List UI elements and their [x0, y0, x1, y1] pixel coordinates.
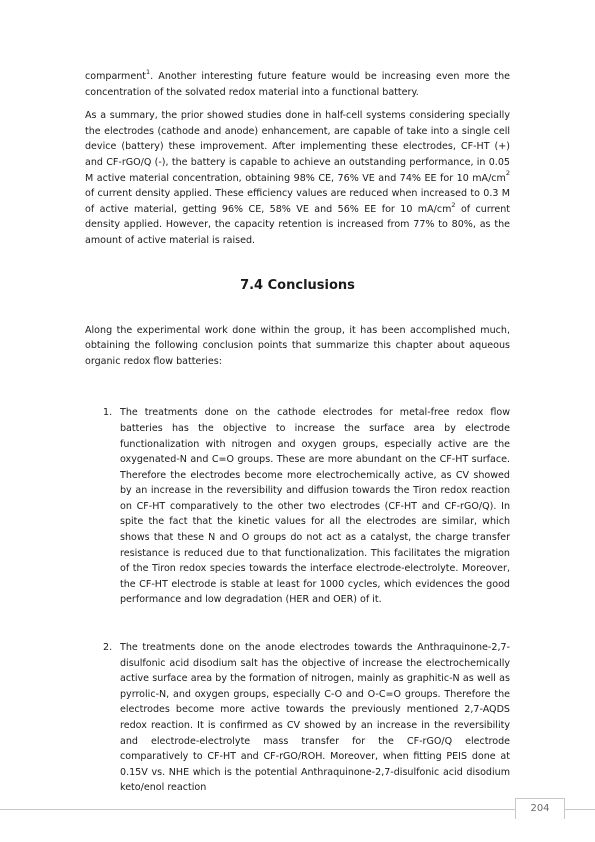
- units-superscript: 2: [505, 169, 510, 178]
- conclusion-point: [85, 405, 510, 608]
- footnote-reference[interactable]: 1: [146, 67, 151, 76]
- conclusion-point: [85, 640, 510, 796]
- point-number: 1.: [103, 407, 113, 419]
- footer-divider: [0, 809, 595, 810]
- page-number: 204: [515, 798, 565, 819]
- point-text: The treatments done on the cathode electrodes for metal-free redox flow batteries has the objective to increase the surface area by electrode functionalization with nitrogen and oxygen groups, especially active are the oxygenated-N and C=O groups. These are more abundant on the CF-HT surface. Therefore the electrodes become more electrochemically active, as CV showed by an increase in the reversibility and diffusion towards the Tiron redox reaction on CF-HT comparatively to the other two electrodes (CF-HT and CF-rGO/Q). In spite the fact that the kinetic values for all the electrodes are similar, which shows that these N and O groups do not act as a catalyst, the charge transfer resistance is reduced due to that functionalization. This facilitates the migration of the Tiron redox species towards the interface electrode-electrolyte. Moreover, the CF-HT electrode is stable at least for 1000 cycles, which evidences the good performance and low degradation (HER and OER) of it.: [120, 407, 510, 606]
- summary-text-part-2: of current density applied. These efficiency values are reduced when increased to 0.3 M of active material, getting 96% CE, 58% VE and 56% EE for 10 mA/cm: [85, 188, 510, 215]
- continuation-paragraph: [85, 69, 510, 100]
- conclusion-points-list: [85, 405, 510, 796]
- point-number: 2.: [103, 642, 113, 654]
- continuation-text-start: comparment: [85, 71, 147, 82]
- units-superscript: 2: [451, 200, 456, 209]
- summary-paragraph: [85, 108, 510, 248]
- summary-text-part-1: As a summary, the prior showed studies done in half-cell systems considering specially the electrodes (cathode and anode) enhancement, are capable of take into a single cell device (battery) these improvement. After implementing these electrodes, CF-HT (+) and CF-rGO/Q (-), the battery is capable to achieve an outstanding performance, in 0.05 M active material concentration, obtaining 98% CE, 76% VE and 74% EE for 10 mA/cm: [85, 110, 510, 184]
- section-heading: 7.4 Conclusions: [240, 277, 355, 293]
- summary-text-part-3: of current density applied. However, the capacity retention is increased from 77% to 80%, as the amount of active material is raised.: [85, 203, 510, 246]
- section-intro-paragraph: Along the experimental work done within the group, it has been accomplished much, obtaining the following conclusion points that summarize this chapter about aqueous organic redox flow batteries:: [85, 324, 510, 367]
- continuation-text-end: . Another interesting future feature would be increasing even more the concentration of the solvated redox material into a functional battery.: [85, 71, 510, 98]
- point-text: The treatments done on the anode electrodes towards the Anthraquinone-2,7-disulfonic acid disodium salt has the objective of increase the electrochemically active surface area by the formation of nitrogen, mainly as graphitic-N as well as pyrrolic-N, and oxygen groups, especially C-O and O-C=O groups. Therefore the electrodes become more active towards the previously mentioned 2,7-AQDS redox reaction. It is confirmed as CV showed by an increase in the reversibility and electrode-electrolyte mass transfer for the CF-rGO/Q electrode comparatively to CF-HT and CF-rGO/ROH. Moreover, when fitting PEIS done at 0.15V vs. NHE which is the potential Anthraquinone-2,7-disulfonic acid disodium keto/enol reaction: [120, 642, 510, 794]
- page-body: [85, 69, 510, 796]
